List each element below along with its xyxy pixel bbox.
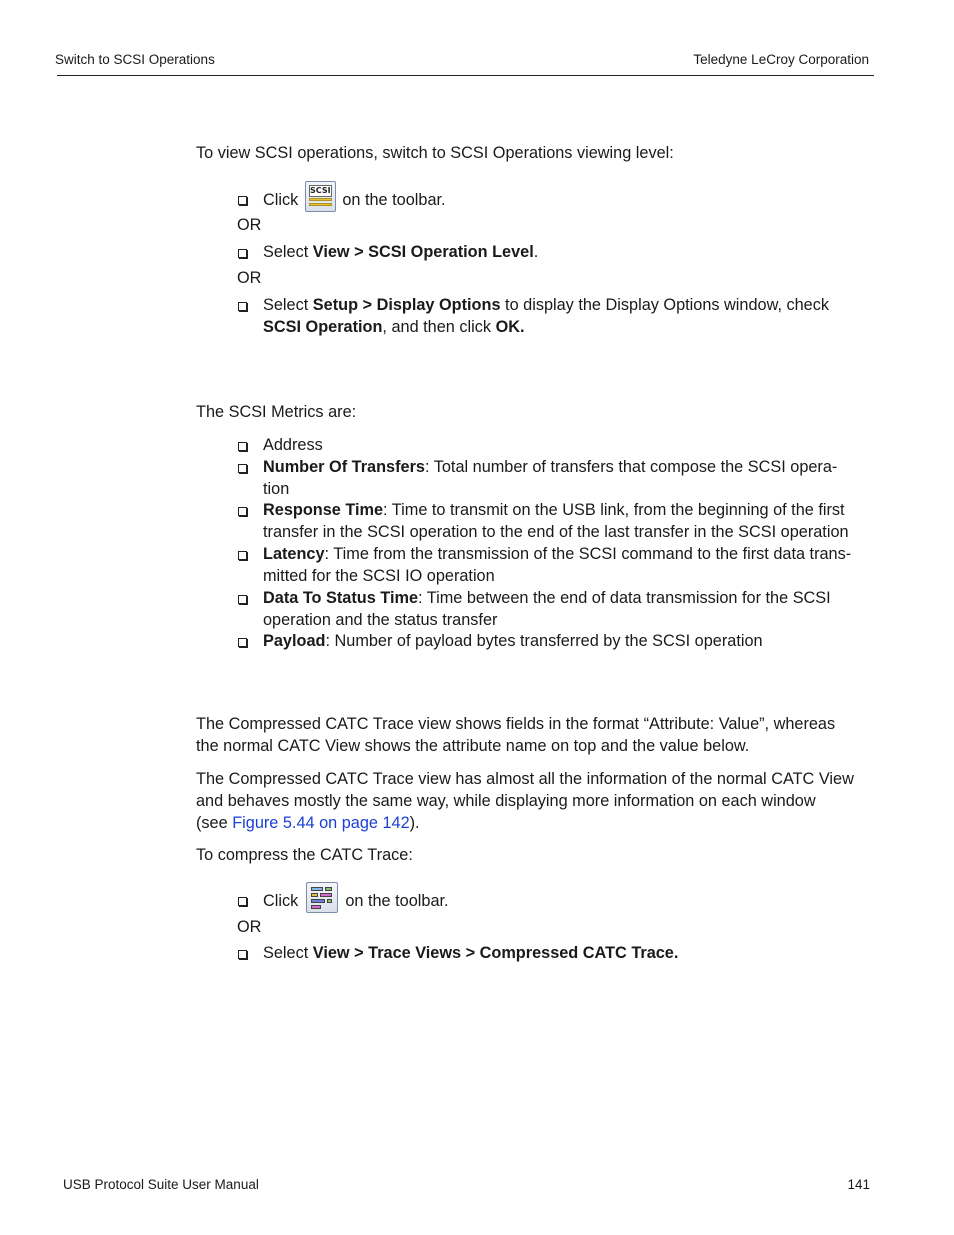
step-text: to display the Display Options window, check — [500, 296, 830, 314]
running-footer-left: USB Protocol Suite User Manual — [63, 1177, 259, 1192]
step-text: . — [533, 243, 539, 261]
step-text: Click — [263, 891, 299, 910]
bullet-box — [238, 464, 247, 473]
step-text: on the toolbar. — [342, 190, 446, 209]
metric-term: Response Time — [263, 501, 384, 519]
metric-text: : Number of payload bytes transferred by the SCSI operation — [325, 632, 763, 650]
compress-intro: To compress the CATC Trace: — [196, 846, 413, 864]
menu-path: View > SCSI Operation Level — [312, 243, 534, 261]
bullet-box — [238, 302, 247, 311]
metric-term: Latency — [263, 545, 325, 563]
menu-path: View > Trace Views > Compressed CATC Trace. — [312, 944, 679, 962]
metric-item — [237, 500, 877, 544]
compressed-view-paragraph-1 — [196, 714, 876, 758]
step-text: Select — [263, 296, 313, 314]
figure-reference-link[interactable]: Figure 5.44 on page 142 — [232, 813, 410, 832]
bullet-box — [238, 638, 247, 647]
menu-path: Setup > Display Options — [312, 296, 501, 314]
metric-text: tion — [263, 479, 290, 498]
metric-term: Data To Status Time — [263, 589, 419, 607]
running-header-left: Switch to SCSI Operations — [55, 52, 215, 67]
metric-text: mitted for the SCSI IO operation — [263, 566, 495, 585]
metric-text: : Time from the transmission of the SCSI command to the first data trans- — [324, 545, 852, 563]
metric-text: : Time between the end of data transmission for the SCSI — [418, 589, 831, 607]
bullet-box — [238, 595, 247, 604]
scsi-icon-bar — [309, 203, 332, 206]
metric-text: operation and the status transfer — [263, 610, 498, 629]
bullet-box — [238, 551, 247, 560]
metric-text: transfer in the SCSI operation to the end of the last transfer in the SCSI operation — [263, 522, 849, 541]
metric-text: Address — [263, 436, 323, 454]
metric-term: Number Of Transfers — [263, 458, 425, 476]
icon-cell — [311, 893, 318, 897]
icon-cell — [327, 899, 332, 903]
bullet-box — [238, 249, 247, 258]
scsi-icon-bar — [309, 198, 332, 201]
paragraph-line: and behaves mostly the same way, while displaying more information on each window — [196, 791, 816, 810]
bullet-box — [238, 196, 247, 205]
scsi-metrics-intro: The SCSI Metrics are: — [196, 403, 357, 421]
step-display-options — [237, 295, 877, 339]
bullet-box — [238, 897, 247, 906]
page-number: 141 — [847, 1177, 870, 1192]
icon-cell — [320, 893, 332, 897]
icon-cell — [311, 899, 325, 903]
compressed-view-paragraph-2 — [196, 769, 876, 834]
bullet-box — [238, 507, 247, 516]
compressed-trace-toolbar-icon[interactable] — [306, 882, 338, 913]
bullet-box — [238, 442, 247, 451]
paragraph-line: ). — [409, 813, 420, 832]
scsi-icon-label: SCSI — [310, 186, 331, 195]
or-separator: OR — [237, 216, 262, 234]
scsi-view-intro: To view SCSI operations, switch to SCSI Operations viewing level: — [196, 144, 674, 162]
paragraph-line: The Compressed CATC Trace view has almost all the information of the normal CATC View — [196, 770, 854, 788]
running-header-right: Teledyne LeCroy Corporation — [693, 52, 869, 67]
metric-item — [237, 457, 877, 501]
scsi-toolbar-icon[interactable] — [305, 181, 336, 212]
step-text: Select — [263, 243, 313, 261]
or-separator: OR — [237, 269, 262, 287]
paragraph-line: The Compressed CATC Trace view shows fields in the format “Attribute: Value”, whereas — [196, 715, 836, 733]
icon-cell — [325, 887, 332, 891]
paragraph-line: (see — [196, 813, 233, 832]
icon-cell — [311, 905, 321, 909]
bullet-box — [238, 950, 247, 959]
header-rule — [57, 75, 874, 76]
step-text: Click — [263, 190, 299, 209]
metric-item — [237, 544, 877, 588]
icon-cell — [311, 887, 323, 891]
metric-item — [237, 588, 877, 632]
step-text: on the toolbar. — [345, 891, 449, 910]
step-text: , and then click — [382, 317, 496, 336]
or-separator: OR — [237, 918, 262, 936]
metric-text: : Time to transmit on the USB link, from the beginning of the first — [383, 501, 845, 519]
metric-term: Payload — [263, 632, 326, 650]
paragraph-line: the normal CATC View shows the attribute name on top and the value below. — [196, 736, 750, 755]
step-text: Select — [263, 944, 313, 962]
metric-text: : Total number of transfers that compose the SCSI opera- — [424, 458, 838, 476]
option-name: SCSI Operation — [263, 317, 383, 336]
button-name: OK. — [495, 317, 525, 336]
